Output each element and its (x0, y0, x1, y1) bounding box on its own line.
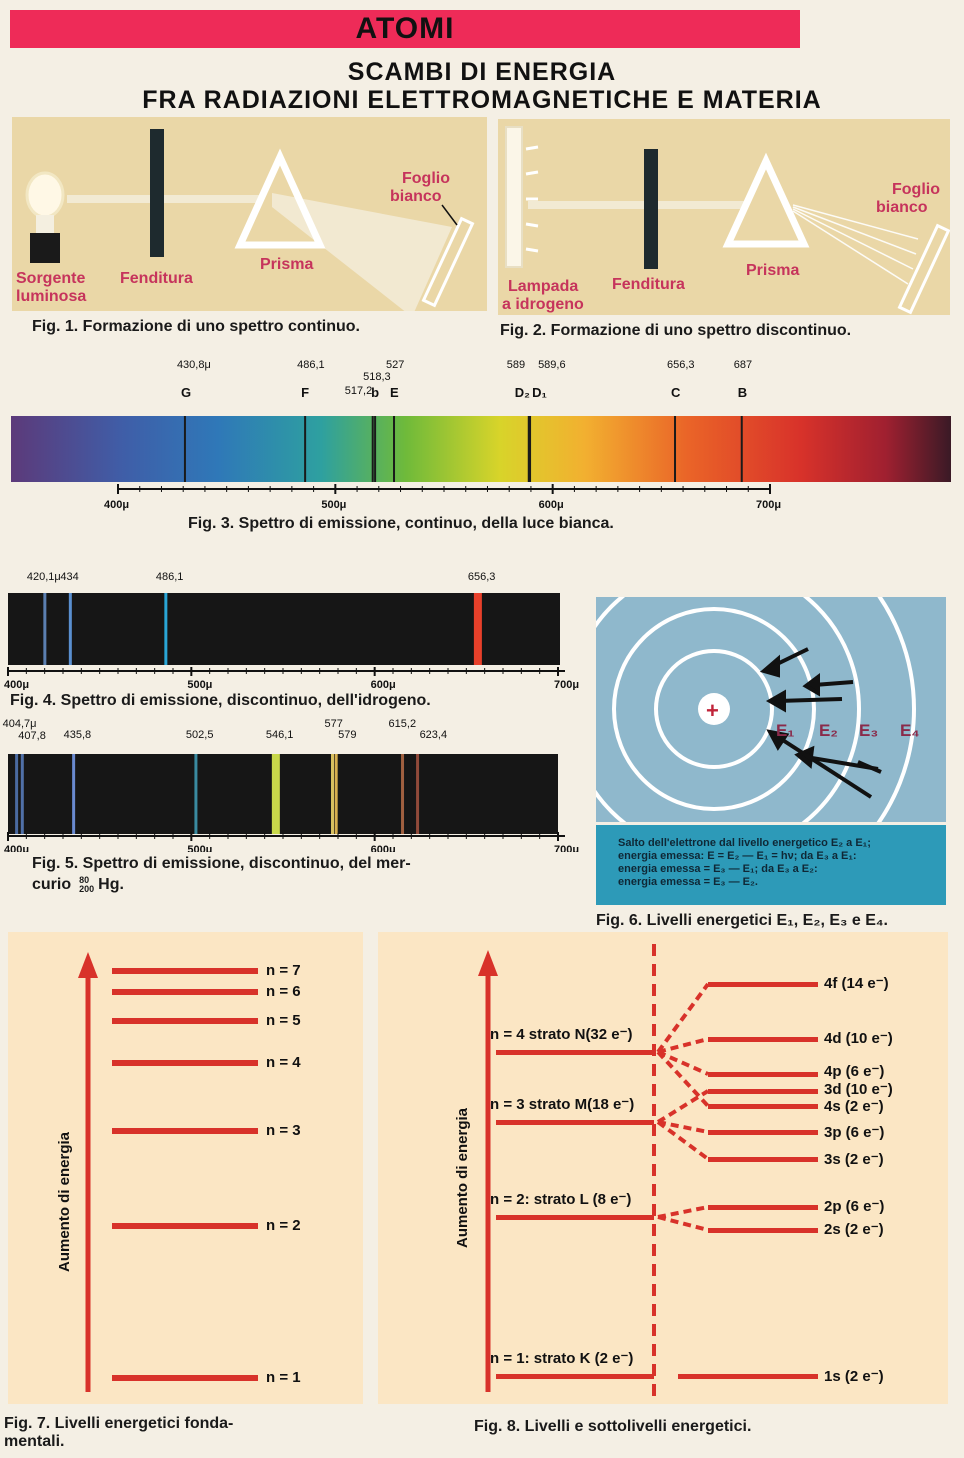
line-wavelength-label: 518,3 (363, 371, 391, 383)
line-wavelength-label: 404,7μ (2, 718, 37, 730)
line-wavelength-label: 589,6 (538, 359, 566, 371)
line-letter-label: F (301, 385, 310, 400)
emission-line (72, 754, 75, 834)
line-wavelength-label: 546,1 (265, 729, 294, 741)
fig6-text-line4: energia emessa = E₃ — E₂. (618, 876, 758, 888)
level-n2: n = 2 (266, 1217, 301, 1234)
fig4-spectrum (0, 560, 590, 690)
line-letter-label: D₁ (532, 385, 547, 400)
axis-tick-label: 600μ (370, 844, 396, 852)
line-wavelength-label: 656,3 (467, 571, 496, 583)
line-wavelength-label: 502,5 (185, 729, 214, 741)
fig6-text-line2: energia emessa: E = E₂ — E₁ = hν; da E₃ a E₁: (618, 850, 857, 862)
lamp-label-line2: a idrogeno (502, 296, 584, 313)
line-letter-label: G (180, 385, 192, 400)
line-wavelength-label: 435,8 (63, 729, 92, 741)
emission-line (416, 754, 419, 834)
energy-arrow-head (78, 952, 98, 978)
fig5-caption-line2 (32, 876, 124, 894)
atomic-number: 80 (79, 875, 90, 885)
emission-line (194, 754, 197, 834)
nucleus-plus: + (706, 698, 719, 723)
line-wavelength-label: 407,8 (18, 730, 46, 742)
slit-bar (150, 129, 164, 257)
line-wavelength-label: 527 (386, 359, 405, 371)
fig7-panel (8, 932, 363, 1404)
prism-label: Prisma (746, 262, 800, 279)
emission-line (21, 754, 24, 834)
fig3-spectrum (0, 350, 964, 540)
line-wavelength-label: 577 (324, 718, 343, 730)
fig5-caption-line1: Fig. 5. Spettro di emissione, discontinuo, del mer- (32, 855, 411, 872)
emission-line (43, 593, 46, 665)
axis-tick-label: 500μ (321, 499, 347, 511)
fig6-atom-diagram (596, 597, 946, 822)
level-n3: n = 3 (266, 1122, 301, 1139)
isotope-numbers (79, 876, 94, 894)
emission-line (335, 754, 338, 834)
fig7-caption-line1: Fig. 7. Livelli energetici fonda- (4, 1415, 234, 1432)
slit-bar (644, 149, 658, 269)
emission-line (272, 754, 280, 834)
level-n4: n = 4 (266, 1054, 301, 1071)
emission-line (69, 593, 72, 665)
fig3-caption: Fig. 3. Spettro di emissione, continuo, della luce bianca. (188, 515, 614, 532)
fig1-panel (12, 117, 487, 311)
source-label-line2: luminosa (16, 288, 87, 305)
subshell-4d: 4d (10 e⁻) (824, 1030, 893, 1047)
level-n7: n = 7 (266, 962, 301, 979)
line-wavelength-label: 579 (338, 729, 357, 741)
fig4-caption: Fig. 4. Spettro di emissione, discontinuo, dell'idrogeno. (10, 692, 431, 709)
level-e4-label: E₄ (900, 721, 920, 740)
shell-n1: n = 1: strato K (2 e⁻) (490, 1350, 634, 1367)
line-letter-label: C (671, 385, 681, 400)
sheet-label-line1: Foglio (402, 170, 450, 187)
shell-n2: n = 2: strato L (8 e⁻) (490, 1191, 632, 1208)
page-title-line2: FRA RADIAZIONI ELETTROMAGNETICHE E MATERIA (142, 86, 822, 114)
source-label-line1: Sorgente (16, 270, 86, 287)
axis-label: Aumento di energia (454, 1107, 471, 1248)
slit-label: Fenditura (612, 276, 685, 293)
sheet-label-line1: Foglio (892, 181, 940, 198)
fig8-panel (378, 932, 948, 1404)
fig8-caption: Fig. 8. Livelli e sottolivelli energetici. (474, 1418, 752, 1435)
level-e3-label: E₃ (859, 721, 879, 740)
axis-tick-label: 700μ (554, 679, 580, 690)
level-n1: n = 1 (266, 1369, 301, 1386)
emission-line (474, 593, 482, 665)
light-bulb-icon (27, 173, 63, 263)
shell-n3: n = 3 strato M(18 e⁻) (490, 1096, 635, 1113)
axis-tick-label: 400μ (104, 499, 130, 511)
subshell-4f: 4f (14 e⁻) (824, 975, 889, 992)
prism-label: Prisma (260, 256, 314, 273)
fig5-caption-word: curio (32, 876, 72, 893)
emission-line (164, 593, 167, 665)
slit-label: Fenditura (120, 270, 193, 287)
line-wavelength-label: 430,8μ (176, 359, 211, 371)
level-n6: n = 6 (266, 983, 301, 1000)
line-wavelength-label: 434 (60, 571, 79, 583)
line-wavelength-label: 687 (733, 359, 753, 371)
fig1-caption: Fig. 1. Formazione di uno spettro continuo. (32, 318, 360, 335)
sheet-label-line2: bianco (876, 199, 928, 216)
fig7-caption-line2: mentali. (4, 1433, 65, 1450)
rainbow-band (11, 416, 951, 482)
axis-tick-label: 400μ (4, 844, 30, 852)
subshell-3s: 3s (2 e⁻) (824, 1151, 884, 1168)
subshell-1s: 1s (2 e⁻) (824, 1368, 884, 1385)
line-letter-label: B (737, 385, 748, 400)
line-wavelength-label: 420,1μ (26, 571, 61, 583)
line-wavelength-label: 589 (506, 359, 526, 371)
emission-line (401, 754, 404, 834)
line-letter-label: E (390, 385, 399, 400)
fig6-text-line1: Salto dell'elettrone dal livello energetico E₂ a E₁; (618, 837, 871, 849)
line-wavelength-label: 656,3 (667, 359, 695, 371)
axis-tick-label: 700μ (756, 499, 782, 511)
fig6-panel (596, 597, 946, 907)
lamp-label-line1: Lampada (508, 278, 579, 295)
hydrogen-lamp-icon (506, 127, 538, 267)
page-title-line1: SCAMBI DI ENERGIA (347, 58, 617, 86)
axis-tick-label: 600μ (538, 499, 564, 511)
emission-line (15, 754, 18, 834)
level-e2-label: E₂ (819, 721, 838, 740)
axis-tick-label: 600μ (370, 679, 396, 690)
subshell-4s: 4s (2 e⁻) (824, 1098, 884, 1115)
mass-number: 200 (79, 884, 95, 894)
axis-tick-label: 400μ (4, 679, 30, 690)
line-wavelength-label: 517,2 (344, 385, 373, 397)
fig2-caption: Fig. 2. Formazione di uno spettro discontinuo. (500, 322, 852, 339)
subshell-3d: 3d (10 e⁻) (824, 1081, 893, 1098)
subshell-2p: 2p (6 e⁻) (824, 1198, 885, 1215)
level-e1-label: E₁ (776, 721, 795, 740)
level-n5: n = 5 (266, 1012, 301, 1029)
sheet-label-line2: bianco (390, 188, 442, 205)
axis-tick-label: 500μ (187, 844, 213, 852)
fig5-spectrum (0, 712, 590, 852)
section-banner: ATOMI (10, 10, 800, 48)
axis-tick-label: 700μ (554, 844, 580, 852)
subshell-3p: 3p (6 e⁻) (824, 1124, 885, 1141)
shell-n4: n = 4 strato N(32 e⁻) (490, 1026, 633, 1043)
subshell-4p: 4p (6 e⁻) (824, 1063, 885, 1080)
line-wavelength-label: 486,1 (297, 359, 325, 371)
white-sheet (900, 226, 949, 313)
line-letter-label: b (371, 385, 380, 400)
line-letter-label: D₂ (514, 385, 530, 400)
fig2-panel (498, 119, 950, 315)
line-wavelength-label: 486,1 (155, 571, 184, 583)
fig6-text-line3: energia emessa = E₃ — E₁; da E₃ a E₂: (618, 863, 818, 875)
axis-label: Aumento di energia (56, 1131, 73, 1272)
line-wavelength-label: 615,2 (388, 718, 417, 730)
element-symbol: Hg. (98, 876, 124, 893)
line-wavelength-label: 623,4 (419, 729, 448, 741)
fig6-caption: Fig. 6. Livelli energetici E₁, E₂, E₃ e E₄. (596, 912, 888, 929)
axis-tick-label: 500μ (187, 679, 213, 690)
dark-band (8, 754, 558, 834)
emission-line (331, 754, 334, 834)
subshell-2s: 2s (2 e⁻) (824, 1221, 884, 1238)
fig6-textbox (596, 825, 946, 905)
